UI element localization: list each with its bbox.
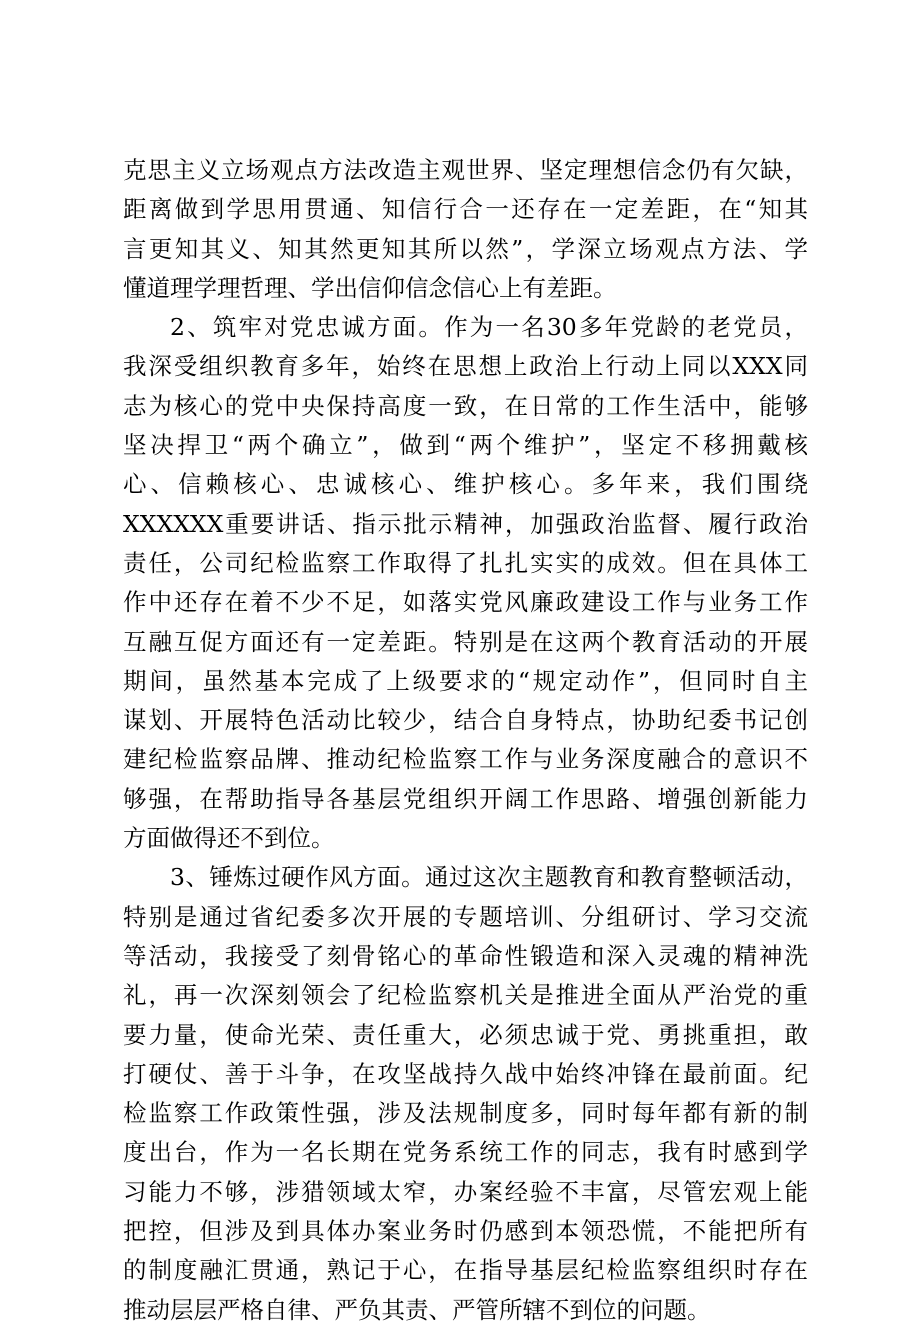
text-line: 方面做得还不到位。 xyxy=(123,824,335,853)
text-line: 把控，但涉及到具体办案业务时仍感到本领恐慌，不能把所有 xyxy=(123,1217,808,1246)
text-line: 我深受组织教育多年，始终在思想上政治上行动上同以XXX同 xyxy=(123,352,808,381)
text-line: 克思主义立场观点方法改造主观世界、坚定理想信念仍有欠缺， xyxy=(123,156,808,184)
text-line: 3、锤炼过硬作风方面。通过这次主题教育和教育整顿活动， xyxy=(170,863,808,892)
text-line: 够强，在帮助指导各基层党组织开阔工作思路、增强创新能力 xyxy=(123,784,808,813)
text-line: 言更知其义、知其然更知其所以然”，学深立场观点方法、学 xyxy=(123,234,808,263)
text-line: 要力量，使命光荣、责任重大，必须忠诚于党、勇挑重担，敢 xyxy=(123,1020,808,1049)
text-line: 建纪检监察品牌、推动纪检监察工作与业务深度融合的意识不 xyxy=(123,745,808,774)
text-line: 责任，公司纪检监察工作取得了扎扎实实的成效。但在具体工 xyxy=(123,548,808,577)
text-line: 检监察工作政策性强，涉及法规制度多，同时每年都有新的制 xyxy=(123,1099,808,1128)
text-line: 特别是通过省纪委多次开展的专题培训、分组研讨、学习交流 xyxy=(123,902,808,931)
text-line: 度出台，作为一名长期在党务系统工作的同志，我有时感到学 xyxy=(123,1138,808,1167)
text-line: 志为核心的党中央保持高度一致，在日常的工作生活中，能够 xyxy=(123,391,808,420)
text-line: 坚决捍卫“两个确立”，做到“两个维护”，坚定不移拥戴核 xyxy=(123,431,808,460)
text-line: 作中还存在着不少不足，如落实党风廉政建设工作与业务工作 xyxy=(123,588,808,617)
text-line: 互融互促方面还有一定差距。特别是在这两个教育活动的开展 xyxy=(123,627,808,656)
text-line: 推动层层严格自律、严负其责、严管所辖不到位的问题。 xyxy=(123,1295,711,1324)
text-line: 的制度融汇贯通，熟记于心，在指导基层纪检监察组织时存在 xyxy=(123,1256,808,1285)
text-line: 打硬仗、善于斗争，在攻坚战持久战中始终冲锋在最前面。纪 xyxy=(123,1059,808,1088)
text-line: 习能力不够，涉猎领域太窄，办案经验不丰富，尽管宏观上能 xyxy=(123,1177,808,1206)
text-line: 2、筑牢对党忠诚方面。作为一名30多年党龄的老党员， xyxy=(170,313,808,342)
text-line: 期间，虽然基本完成了上级要求的“规定动作”，但同时自主 xyxy=(123,666,808,695)
text-line: 懂道理学理哲理、学出信仰信念信心上有差距。 xyxy=(123,273,617,302)
text-line: 谋划、开展特色活动比较少，结合自身特点，协助纪委书记创 xyxy=(123,706,808,735)
text-line: 等活动，我接受了刻骨铭心的革命性锻造和深入灵魂的精神洗 xyxy=(123,941,808,970)
text-line: 礼，再一次深刻领会了纪检监察机关是推进全面从严治党的重 xyxy=(123,981,808,1010)
text-line: XXXXXX重要讲话、指示批示精神，加强政治监督、履行政治 xyxy=(123,509,808,538)
text-line: 距离做到学思用贯通、知信行合一还存在一定差距，在“知其 xyxy=(123,195,808,224)
text-line: 心、信赖核心、忠诚核心、维护核心。多年来，我们围绕 xyxy=(123,470,808,499)
document-body xyxy=(123,151,808,1330)
